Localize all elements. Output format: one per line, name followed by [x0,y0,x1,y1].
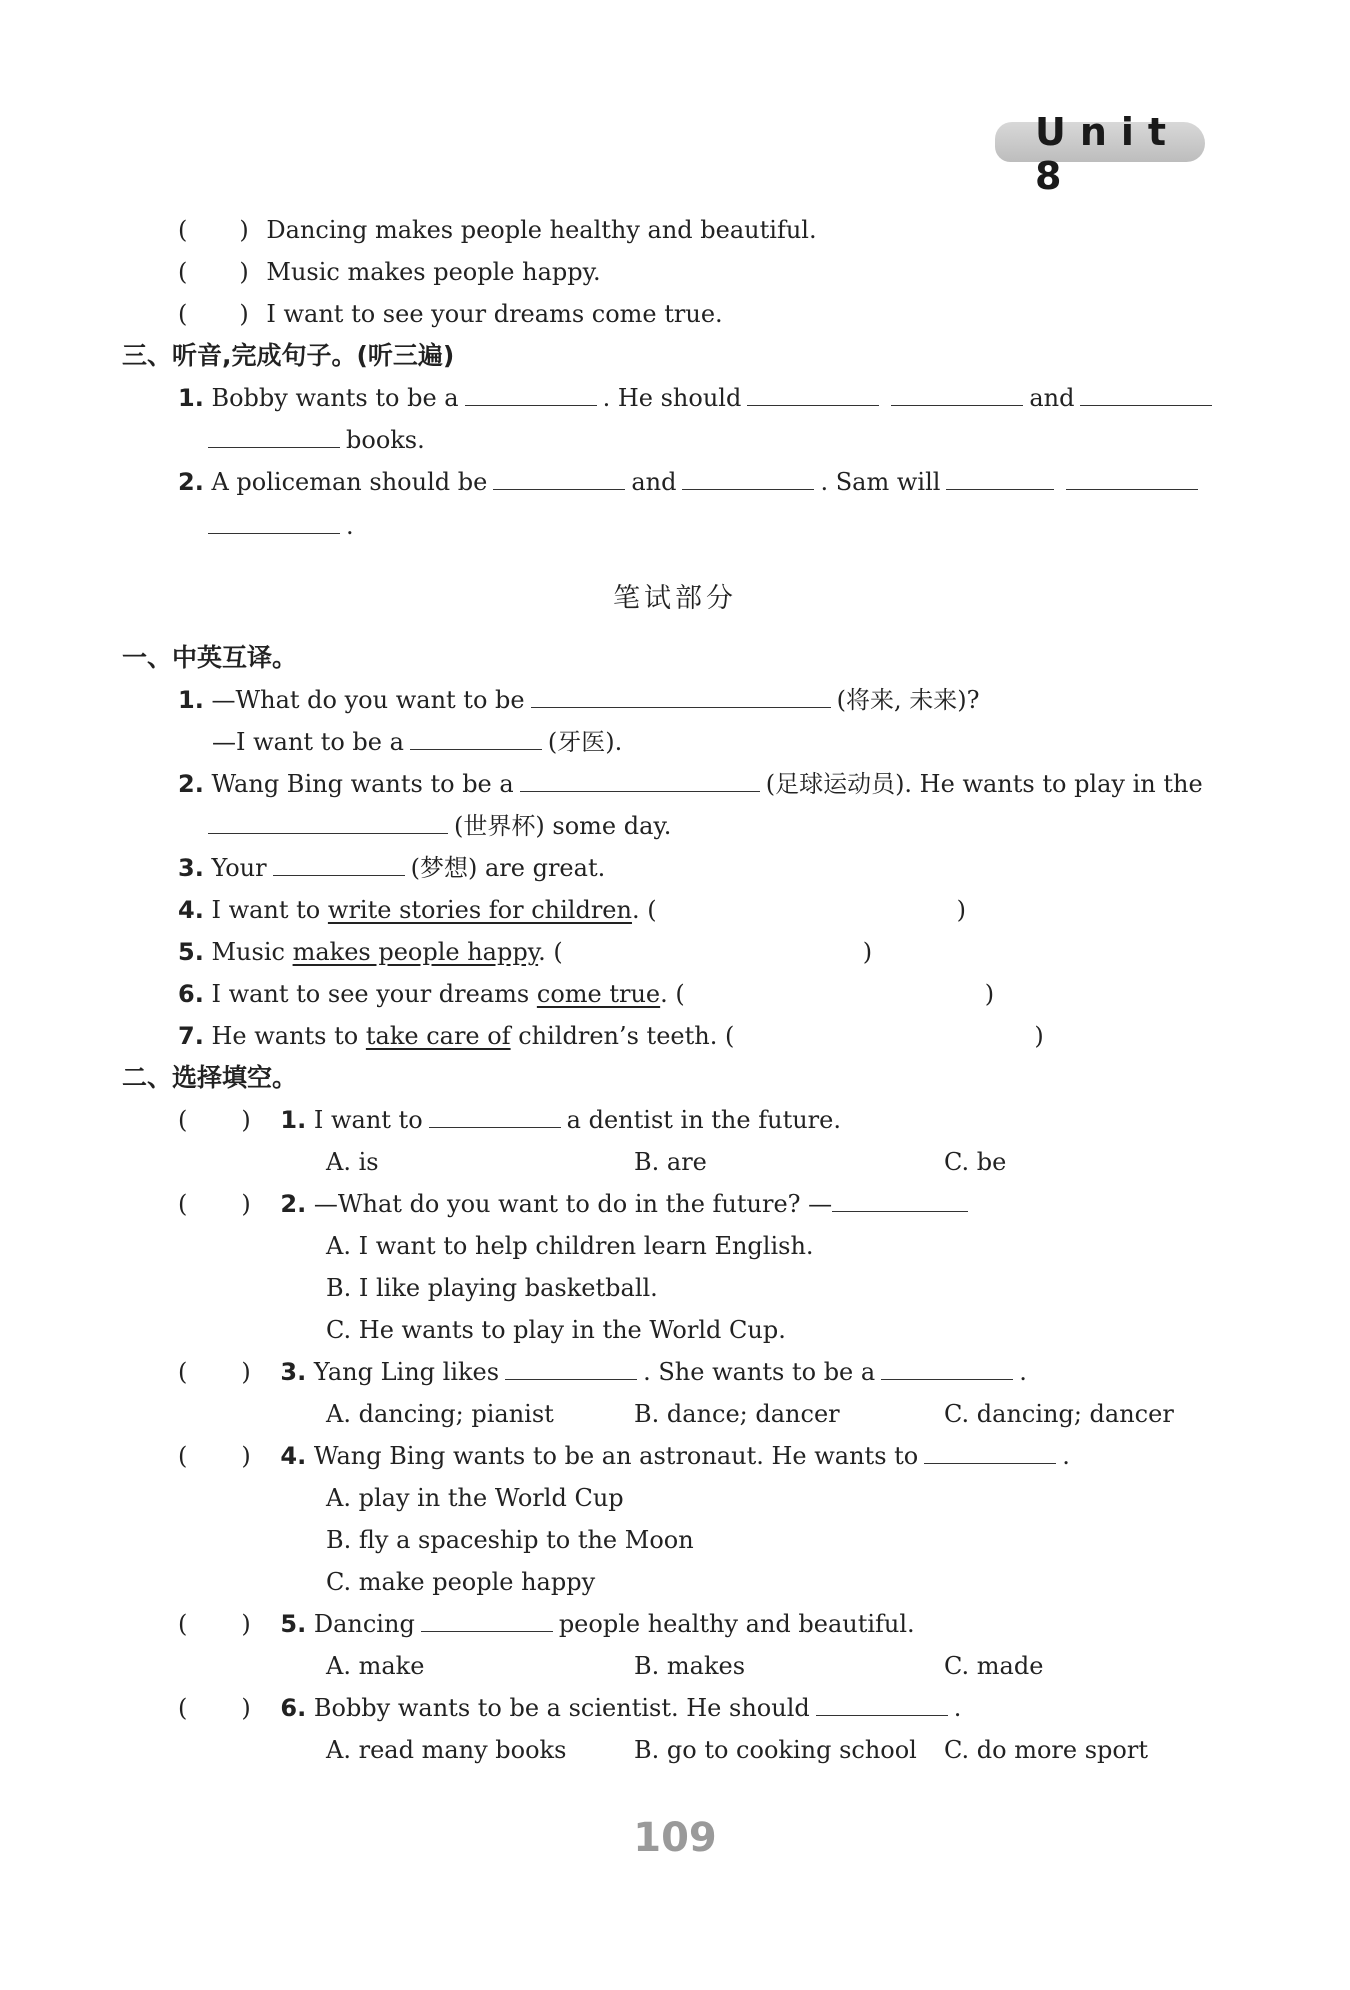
listen-q2: 2. A policeman should be and . Sam will [178,466,1204,498]
judge-text: Music makes people happy. [266,258,601,286]
section-translate-title: 一、中英互译。 [122,643,298,672]
answer-blank[interactable] [208,425,340,448]
answer-blank[interactable] [429,1105,561,1128]
listen-q1-cont: books. [208,424,425,456]
answer-blank[interactable] [816,1693,948,1716]
written-part-title: 笔试部分 [613,583,737,614]
section-choice-title: 二、选择填空。 [122,1063,298,1092]
unit-badge [995,108,1205,198]
answer-blank[interactable] [505,1357,637,1380]
choice-q6: ( ) 6. Bobby wants to be a scientist. He should . [178,1694,962,1722]
answer-blank[interactable] [421,1609,553,1632]
choice-q3-option-b[interactable]: B. dance; dancer [634,1400,840,1428]
judge-row: ( ) I want to see your dreams come true. [178,300,723,328]
choice-q5-option-a[interactable]: A. make [326,1652,425,1680]
listen-q1: 1. Bobby wants to be a . He should and [178,382,1218,414]
choice-q4-option-b[interactable]: B. fly a spaceship to the Moon [326,1526,694,1554]
choice-q2-option-a[interactable]: A. I want to help children learn English. [326,1232,814,1260]
choice-q5-option-c[interactable]: C. made [944,1652,1044,1680]
answer-blank[interactable] [493,467,625,490]
translate-q6: 6. I want to see your dreams come true. ( ) [178,980,995,1008]
choice-q2-option-c[interactable]: C. He wants to play in the World Cup. [326,1316,786,1344]
translate-q7: 7. He wants to take care of children’s teeth. ( ) [178,1022,1044,1050]
answer-blank[interactable] [410,727,542,750]
answer-blank[interactable] [891,383,1023,406]
choice-q1: ( ) 1. I want to a dentist in the future. [178,1106,841,1134]
answer-blank[interactable] [1080,383,1212,406]
section-listen-complete-title: 三、听音,完成句子。(听三遍) [122,341,455,370]
answer-blank[interactable] [1066,467,1198,490]
choice-q4-option-a[interactable]: A. play in the World Cup [326,1484,624,1512]
translate-q3: 3. Your (梦想) are great. [178,854,606,882]
page-number: 109 [633,1815,717,1861]
choice-q5: ( ) 5. Dancing people healthy and beautiful. [178,1610,915,1638]
answer-blank[interactable] [682,467,814,490]
choice-q2: ( ) 2. —What do you want to do in the future? — [178,1188,974,1220]
answer-blank[interactable] [520,769,760,792]
answer-blank[interactable] [273,853,405,876]
choice-q6-option-c[interactable]: C. do more sport [944,1736,1148,1764]
translate-q1: 1. —What do you want to be (将来, 未来)? [178,686,980,714]
answer-blank[interactable] [924,1441,1056,1464]
answer-blank[interactable] [465,383,597,406]
judge-row: ( ) Music makes people happy. [178,258,601,286]
choice-q3: ( ) 3. Yang Ling likes . She wants to be a . [178,1358,1027,1386]
judge-row: ( ) Dancing makes people healthy and beautiful. [178,216,817,244]
choice-q6-option-a[interactable]: A. read many books [326,1736,567,1764]
translate-q1-answer: —I want to be a (牙医). [212,728,623,756]
answer-blank[interactable] [747,383,879,406]
choice-q2-option-b[interactable]: B. I like playing basketball. [326,1274,658,1302]
choice-q4: ( ) 4. Wang Bing wants to be an astronaut. He wants to . [178,1442,1070,1470]
answer-blank[interactable] [208,511,340,534]
answer-blank[interactable] [531,685,831,708]
choice-q6-option-b[interactable]: B. go to cooking school [634,1736,917,1764]
choice-q1-option-a[interactable]: A. is [326,1148,379,1176]
translate-q5: 5. Music makes people happy. ( ) [178,938,873,966]
choice-q5-option-b[interactable]: B. makes [634,1652,746,1680]
choice-q3-option-c[interactable]: C. dancing; dancer [944,1400,1174,1428]
unit-title: Unit 8 [1035,110,1181,198]
answer-blank[interactable] [881,1357,1013,1380]
choice-q3-option-a[interactable]: A. dancing; pianist [326,1400,554,1428]
choice-q1-option-b[interactable]: B. are [634,1148,707,1176]
choice-q4-option-c[interactable]: C. make people happy [326,1568,596,1596]
choice-q1-option-c[interactable]: C. be [944,1148,1007,1176]
translate-q2-cont: (世界杯) some day. [208,810,671,842]
listen-q2-cont: . [208,510,354,542]
answer-blank[interactable] [832,1189,968,1212]
judge-text: Dancing makes people healthy and beautiful. [266,216,817,244]
answer-blank[interactable] [946,467,1054,490]
translate-q2: 2. Wang Bing wants to be a (足球运动员). He wants to play in the [178,770,1203,798]
answer-blank[interactable] [208,811,448,834]
translate-q4: 4. I want to write stories for children. ( ) [178,896,966,924]
judge-text: I want to see your dreams come true. [266,300,723,328]
